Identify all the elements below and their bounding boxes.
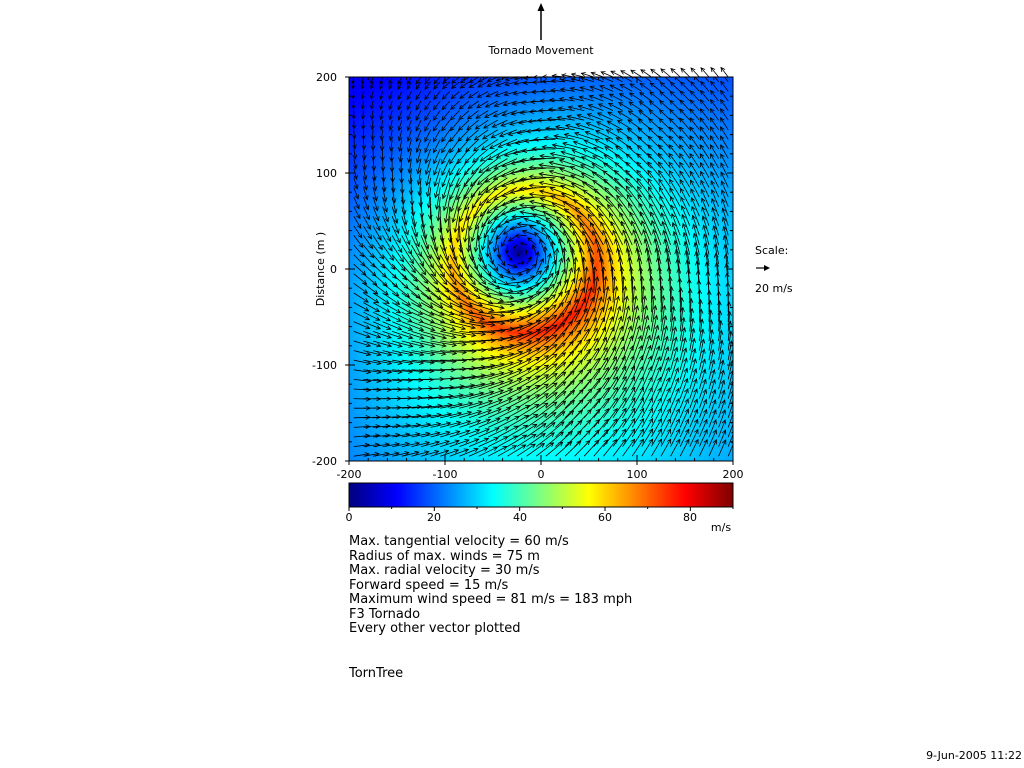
y-tick-label: -200 xyxy=(312,455,337,468)
info-radius-max-winds: Radius of max. winds = 75 m xyxy=(349,549,540,564)
colorbar-tick-label: 0 xyxy=(345,511,353,524)
info-max-wind-speed: Maximum wind speed = 81 m/s = 183 mph xyxy=(349,592,633,607)
colorbar-tick-label: 40 xyxy=(513,511,527,524)
tornado-movement-label: Tornado Movement xyxy=(488,44,594,57)
timestamp: 9-Jun-2005 11:22 xyxy=(926,749,1022,762)
x-tick-label: -100 xyxy=(432,468,458,481)
y-tick-label: 200 xyxy=(316,71,337,84)
wind-vector xyxy=(681,68,690,77)
wind-vector xyxy=(711,68,719,77)
colorbar-unit: m/s xyxy=(710,521,732,534)
x-tick-label: 200 xyxy=(722,468,744,481)
wind-vector xyxy=(631,70,642,77)
scale-arrow xyxy=(756,265,770,271)
wind-vector xyxy=(721,68,728,78)
x-tick-label: 100 xyxy=(626,468,648,481)
info-forward-speed: Forward speed = 15 m/s xyxy=(349,578,509,593)
wind-vector xyxy=(611,71,623,77)
colorbar-tick-label: 80 xyxy=(683,511,697,524)
info-vector-note: Every other vector plotted xyxy=(349,621,521,636)
scale-label: Scale: xyxy=(755,244,789,257)
program-name: TornTree xyxy=(349,666,404,681)
colorbar xyxy=(349,483,733,507)
x-tick-label: 0 xyxy=(537,468,545,481)
y-axis-label: Distance (m ) xyxy=(314,231,327,307)
wind-vector xyxy=(671,69,680,77)
x-tick-label: -200 xyxy=(336,468,362,481)
info-max-radial-velocity: Max. radial velocity = 30 m/s xyxy=(349,563,540,578)
info-tornado-rating: F3 Tornado xyxy=(349,607,421,622)
y-tick-label: 0 xyxy=(330,263,337,276)
wind-vector xyxy=(701,68,709,77)
y-tick-label: -100 xyxy=(312,359,337,372)
wind-vector xyxy=(661,69,671,77)
colorbar-tick-label: 60 xyxy=(598,511,612,524)
wind-vector xyxy=(621,71,632,77)
colorbar-ticks xyxy=(349,507,733,511)
wind-vector xyxy=(641,70,652,77)
info-max-tangential-velocity: Max. tangential velocity = 60 m/s xyxy=(349,534,569,549)
wind-vector xyxy=(651,69,661,77)
scale-value: 20 m/s xyxy=(755,282,793,295)
y-tick-label: 100 xyxy=(316,167,337,180)
tornado-movement-arrow xyxy=(538,3,545,40)
colorbar-tick-label: 20 xyxy=(427,511,441,524)
wind-vector xyxy=(601,72,613,77)
wind-vector xyxy=(691,68,699,77)
